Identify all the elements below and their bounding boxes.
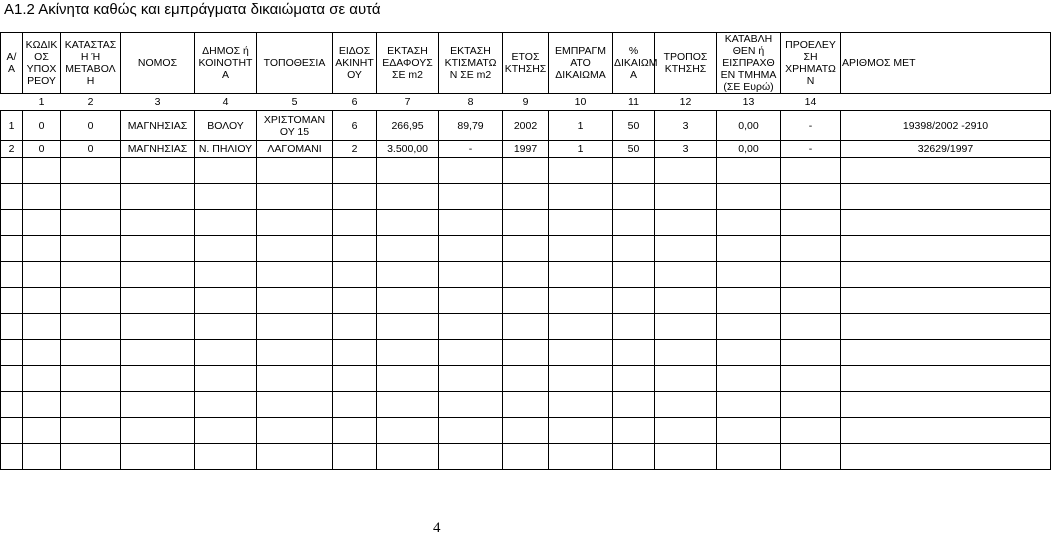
column-number: 4 — [195, 94, 257, 111]
empty-table-cell — [333, 262, 377, 288]
empty-table-row — [1, 444, 1051, 470]
empty-table-cell — [1, 184, 23, 210]
table-cell: ΜΑΓΝΗΣΙΑΣ — [121, 141, 195, 158]
empty-table-cell — [717, 262, 781, 288]
empty-table-cell — [121, 340, 195, 366]
table-cell: 89,79 — [439, 111, 503, 141]
empty-table-cell — [377, 366, 439, 392]
empty-table-cell — [613, 288, 655, 314]
empty-table-cell — [257, 184, 333, 210]
empty-table-cell — [61, 366, 121, 392]
empty-table-cell — [257, 444, 333, 470]
empty-table-row — [1, 392, 1051, 418]
empty-table-cell — [503, 210, 549, 236]
empty-table-cell — [503, 444, 549, 470]
empty-table-cell — [549, 418, 613, 444]
empty-table-cell — [439, 340, 503, 366]
empty-table-row — [1, 314, 1051, 340]
empty-table-cell — [23, 184, 61, 210]
empty-table-cell — [377, 158, 439, 184]
empty-table-cell — [1, 314, 23, 340]
empty-table-cell — [841, 444, 1051, 470]
empty-table-cell — [257, 340, 333, 366]
empty-table-cell — [195, 158, 257, 184]
empty-table-row — [1, 210, 1051, 236]
empty-table-cell — [1, 418, 23, 444]
empty-table-cell — [377, 210, 439, 236]
empty-table-cell — [121, 314, 195, 340]
column-header: ΕΚΤΑΣΗ ΕΔΑΦΟΥΣ ΣΕ m2 — [377, 33, 439, 94]
empty-table-cell — [257, 158, 333, 184]
table-cell: 50 — [613, 141, 655, 158]
empty-table-cell — [377, 262, 439, 288]
empty-table-cell — [781, 418, 841, 444]
empty-table-cell — [195, 366, 257, 392]
empty-table-cell — [717, 366, 781, 392]
empty-table-cell — [613, 210, 655, 236]
empty-table-cell — [717, 418, 781, 444]
empty-table-cell — [613, 262, 655, 288]
empty-table-cell — [781, 236, 841, 262]
empty-table-cell — [121, 262, 195, 288]
empty-table-cell — [841, 262, 1051, 288]
column-number: 14 — [781, 94, 841, 111]
column-number: 2 — [61, 94, 121, 111]
empty-table-cell — [377, 184, 439, 210]
column-number: 7 — [377, 94, 439, 111]
empty-table-cell — [121, 444, 195, 470]
empty-table-cell — [121, 210, 195, 236]
empty-table-cell — [195, 288, 257, 314]
empty-table-row — [1, 418, 1051, 444]
empty-table-cell — [23, 444, 61, 470]
column-number: 6 — [333, 94, 377, 111]
empty-table-cell — [717, 236, 781, 262]
table-cell: 6 — [333, 111, 377, 141]
table-cell: - — [781, 141, 841, 158]
empty-table-cell — [655, 262, 717, 288]
empty-table-cell — [503, 288, 549, 314]
column-header: ΕΙΔΟΣ ΑΚΙΝΗΤ ΟΥ — [333, 33, 377, 94]
empty-table-cell — [841, 340, 1051, 366]
empty-table-cell — [655, 288, 717, 314]
table-row — [1, 111, 1051, 141]
empty-table-cell — [61, 418, 121, 444]
column-header: ΕΤΟΣ ΚΤΗΣΗΣ — [503, 33, 549, 94]
column-header: ΤΟΠΟΘΕΣΙΑ — [257, 33, 333, 94]
empty-table-cell — [333, 184, 377, 210]
empty-table-cell — [781, 366, 841, 392]
table-row — [1, 141, 1051, 158]
column-number: 1 — [23, 94, 61, 111]
empty-table-cell — [61, 340, 121, 366]
column-number-row — [1, 94, 1051, 111]
empty-table-cell — [613, 314, 655, 340]
empty-table-cell — [549, 262, 613, 288]
empty-table-cell — [333, 288, 377, 314]
empty-table-cell — [655, 184, 717, 210]
table-cell: 2 — [333, 141, 377, 158]
empty-table-cell — [23, 288, 61, 314]
empty-table-cell — [439, 288, 503, 314]
empty-table-cell — [781, 210, 841, 236]
table-cell: 19398/2002 -2910 — [841, 111, 1051, 141]
empty-table-cell — [439, 158, 503, 184]
empty-table-cell — [23, 262, 61, 288]
empty-table-cell — [549, 236, 613, 262]
table-cell: 0 — [61, 141, 121, 158]
empty-table-cell — [23, 236, 61, 262]
empty-table-cell — [377, 418, 439, 444]
empty-table-cell — [655, 210, 717, 236]
empty-table-cell — [841, 418, 1051, 444]
empty-table-cell — [1, 236, 23, 262]
empty-table-cell — [23, 314, 61, 340]
empty-table-cell — [613, 366, 655, 392]
table-cell: Ν. ΠΗΛΙΟΥ — [195, 141, 257, 158]
empty-table-cell — [655, 392, 717, 418]
empty-table-cell — [61, 184, 121, 210]
empty-table-cell — [121, 392, 195, 418]
empty-table-cell — [717, 314, 781, 340]
table-cell: ΜΑΓΝΗΣΙΑΣ — [121, 111, 195, 141]
table-cell: 1 — [1, 111, 23, 141]
empty-table-cell — [549, 392, 613, 418]
empty-table-cell — [195, 392, 257, 418]
empty-table-cell — [655, 444, 717, 470]
empty-table-cell — [23, 418, 61, 444]
table-cell: 1997 — [503, 141, 549, 158]
empty-table-cell — [655, 366, 717, 392]
empty-table-cell — [377, 314, 439, 340]
header-row — [1, 33, 1051, 94]
page-number: 4 — [433, 520, 441, 536]
page-title: Α1.2 Ακίνητα καθώς και εμπράγματα δικαιώματα σε αυτά — [4, 1, 381, 18]
empty-table-cell — [841, 210, 1051, 236]
column-header: ΔΗΜΟΣ ή ΚΟΙΝΟΤΗΤ Α — [195, 33, 257, 94]
table-cell: 1 — [549, 111, 613, 141]
column-number: 13 — [717, 94, 781, 111]
empty-table-cell — [717, 392, 781, 418]
empty-table-cell — [717, 210, 781, 236]
empty-table-cell — [503, 418, 549, 444]
column-header: % ΔΙΚΑΙΩΜ Α — [613, 33, 655, 94]
empty-table-cell — [121, 288, 195, 314]
empty-table-cell — [503, 366, 549, 392]
empty-table-cell — [23, 392, 61, 418]
empty-table-cell — [377, 392, 439, 418]
empty-table-cell — [333, 366, 377, 392]
empty-table-cell — [439, 418, 503, 444]
empty-table-cell — [841, 236, 1051, 262]
empty-table-cell — [333, 314, 377, 340]
column-number: 10 — [549, 94, 613, 111]
column-number: 12 — [655, 94, 717, 111]
table-cell: 3 — [655, 111, 717, 141]
empty-table-cell — [257, 236, 333, 262]
empty-table-cell — [1, 210, 23, 236]
empty-table-cell — [549, 288, 613, 314]
empty-table-cell — [549, 314, 613, 340]
empty-table-cell — [439, 392, 503, 418]
column-header: ΕΜΠΡΑΓΜ ΑΤΟ ΔΙΚΑΙΩΜΑ — [549, 33, 613, 94]
empty-table-row — [1, 366, 1051, 392]
empty-table-cell — [841, 288, 1051, 314]
empty-table-cell — [1, 262, 23, 288]
empty-table-cell — [841, 366, 1051, 392]
empty-table-cell — [439, 236, 503, 262]
empty-table-cell — [717, 340, 781, 366]
empty-table-cell — [61, 158, 121, 184]
empty-table-cell — [655, 418, 717, 444]
column-number — [841, 94, 1051, 111]
empty-table-cell — [503, 262, 549, 288]
empty-table-cell — [439, 210, 503, 236]
empty-table-cell — [195, 236, 257, 262]
empty-table-cell — [717, 444, 781, 470]
empty-table-cell — [655, 236, 717, 262]
empty-table-row — [1, 158, 1051, 184]
column-header: ΚΑΤΑΣΤΑΣ Η Ή ΜΕΤΑΒΟΛ Η — [61, 33, 121, 94]
empty-table-cell — [549, 366, 613, 392]
empty-table-cell — [841, 314, 1051, 340]
table-cell: 0 — [61, 111, 121, 141]
empty-table-cell — [121, 236, 195, 262]
empty-table-row — [1, 340, 1051, 366]
empty-table-cell — [655, 158, 717, 184]
assets-table-container — [0, 32, 989, 459]
column-header: ΤΡΟΠΟΣ ΚΤΗΣΗΣ — [655, 33, 717, 94]
table-cell: 266,95 — [377, 111, 439, 141]
empty-table-row — [1, 184, 1051, 210]
empty-table-cell — [257, 366, 333, 392]
empty-table-cell — [841, 184, 1051, 210]
column-header: ΚΩΔΙΚ ΟΣ ΥΠΟΧ ΡΕΟΥ — [23, 33, 61, 94]
table-cell: 3 — [655, 141, 717, 158]
empty-table-cell — [195, 314, 257, 340]
column-header: Α/ Α — [1, 33, 23, 94]
empty-table-cell — [195, 340, 257, 366]
table-cell: ΧΡΙΣΤΟΜΑΝ ΟΥ 15 — [257, 111, 333, 141]
empty-table-cell — [439, 262, 503, 288]
empty-table-cell — [333, 340, 377, 366]
column-header: ΑΡΙΘΜΟΣ ΜΕΤ — [841, 33, 1051, 94]
empty-table-cell — [61, 314, 121, 340]
assets-table — [0, 32, 1051, 470]
empty-table-cell — [503, 236, 549, 262]
empty-table-cell — [503, 184, 549, 210]
empty-table-cell — [717, 158, 781, 184]
empty-table-cell — [195, 418, 257, 444]
empty-table-cell — [61, 236, 121, 262]
empty-table-cell — [61, 444, 121, 470]
empty-table-cell — [195, 184, 257, 210]
empty-table-cell — [549, 210, 613, 236]
empty-table-cell — [439, 444, 503, 470]
empty-table-cell — [717, 288, 781, 314]
column-header: ΝΟΜΟΣ — [121, 33, 195, 94]
empty-table-cell — [613, 184, 655, 210]
empty-table-cell — [257, 418, 333, 444]
empty-table-cell — [613, 340, 655, 366]
empty-table-cell — [781, 314, 841, 340]
empty-table-cell — [613, 444, 655, 470]
table-cell: 32629/1997 — [841, 141, 1051, 158]
empty-table-cell — [1, 392, 23, 418]
table-cell: ΒΟΛΟΥ — [195, 111, 257, 141]
empty-table-cell — [195, 262, 257, 288]
empty-table-cell — [781, 288, 841, 314]
empty-table-cell — [717, 184, 781, 210]
table-cell: 2002 — [503, 111, 549, 141]
empty-table-cell — [61, 210, 121, 236]
empty-table-cell — [195, 444, 257, 470]
empty-table-cell — [841, 158, 1051, 184]
column-header: ΠΡΟΕΛΕΥ ΣΗ ΧΡΗΜΑΤΩ Ν — [781, 33, 841, 94]
empty-table-cell — [549, 184, 613, 210]
empty-table-cell — [503, 158, 549, 184]
empty-table-cell — [121, 366, 195, 392]
empty-table-cell — [333, 392, 377, 418]
empty-table-cell — [377, 236, 439, 262]
table-cell: 2 — [1, 141, 23, 158]
empty-table-cell — [257, 392, 333, 418]
column-number: 11 — [613, 94, 655, 111]
empty-table-cell — [61, 288, 121, 314]
table-cell: ΛΑΓΟΜΑΝΙ — [257, 141, 333, 158]
empty-table-cell — [61, 392, 121, 418]
empty-rows — [1, 158, 1051, 470]
table-cell: 50 — [613, 111, 655, 141]
empty-table-cell — [121, 158, 195, 184]
empty-table-cell — [549, 158, 613, 184]
column-number: 3 — [121, 94, 195, 111]
empty-table-cell — [439, 366, 503, 392]
empty-table-cell — [655, 340, 717, 366]
empty-table-cell — [1, 158, 23, 184]
empty-table-cell — [1, 288, 23, 314]
empty-table-cell — [613, 236, 655, 262]
empty-table-cell — [23, 158, 61, 184]
empty-table-cell — [333, 418, 377, 444]
empty-table-cell — [613, 158, 655, 184]
empty-table-cell — [1, 340, 23, 366]
empty-table-cell — [377, 288, 439, 314]
empty-table-cell — [121, 184, 195, 210]
empty-table-cell — [195, 210, 257, 236]
empty-table-cell — [23, 210, 61, 236]
column-number: 9 — [503, 94, 549, 111]
empty-table-row — [1, 236, 1051, 262]
empty-table-cell — [781, 158, 841, 184]
empty-table-cell — [503, 392, 549, 418]
empty-table-cell — [781, 184, 841, 210]
empty-table-cell — [333, 210, 377, 236]
empty-table-cell — [121, 418, 195, 444]
empty-table-cell — [549, 340, 613, 366]
empty-table-cell — [333, 236, 377, 262]
empty-table-cell — [781, 392, 841, 418]
empty-table-cell — [503, 340, 549, 366]
empty-table-row — [1, 262, 1051, 288]
empty-table-cell — [1, 366, 23, 392]
empty-table-cell — [257, 288, 333, 314]
empty-table-cell — [841, 392, 1051, 418]
empty-table-cell — [333, 444, 377, 470]
empty-table-cell — [1, 444, 23, 470]
empty-table-cell — [439, 314, 503, 340]
column-header: ΚΑΤΑΒΛΗ ΘΕΝ ή ΕΙΣΠΡΑΧΘ ΕΝ ΤΜΗΜΑ (ΣΕ Ευρώ) — [717, 33, 781, 94]
empty-table-cell — [61, 262, 121, 288]
table-cell: - — [439, 141, 503, 158]
empty-table-cell — [549, 444, 613, 470]
column-number: 5 — [257, 94, 333, 111]
table-cell: 0,00 — [717, 111, 781, 141]
empty-table-cell — [781, 444, 841, 470]
empty-table-cell — [613, 418, 655, 444]
table-cell: - — [781, 111, 841, 141]
empty-table-cell — [23, 366, 61, 392]
table-cell: 0,00 — [717, 141, 781, 158]
empty-table-cell — [377, 444, 439, 470]
empty-table-cell — [781, 340, 841, 366]
empty-table-cell — [23, 340, 61, 366]
empty-table-cell — [439, 184, 503, 210]
empty-table-cell — [333, 158, 377, 184]
table-cell: 0 — [23, 141, 61, 158]
empty-table-cell — [655, 314, 717, 340]
empty-table-cell — [503, 314, 549, 340]
empty-table-cell — [257, 314, 333, 340]
empty-table-cell — [377, 340, 439, 366]
table-cell: 3.500,00 — [377, 141, 439, 158]
empty-table-cell — [257, 262, 333, 288]
column-number — [1, 94, 23, 111]
table-cell: 1 — [549, 141, 613, 158]
empty-table-cell — [781, 262, 841, 288]
table-cell: 0 — [23, 111, 61, 141]
empty-table-cell — [257, 210, 333, 236]
column-header: ΕΚΤΑΣΗ ΚΤΙΣΜΑΤΩ Ν ΣΕ m2 — [439, 33, 503, 94]
empty-table-cell — [613, 392, 655, 418]
empty-table-row — [1, 288, 1051, 314]
column-number: 8 — [439, 94, 503, 111]
